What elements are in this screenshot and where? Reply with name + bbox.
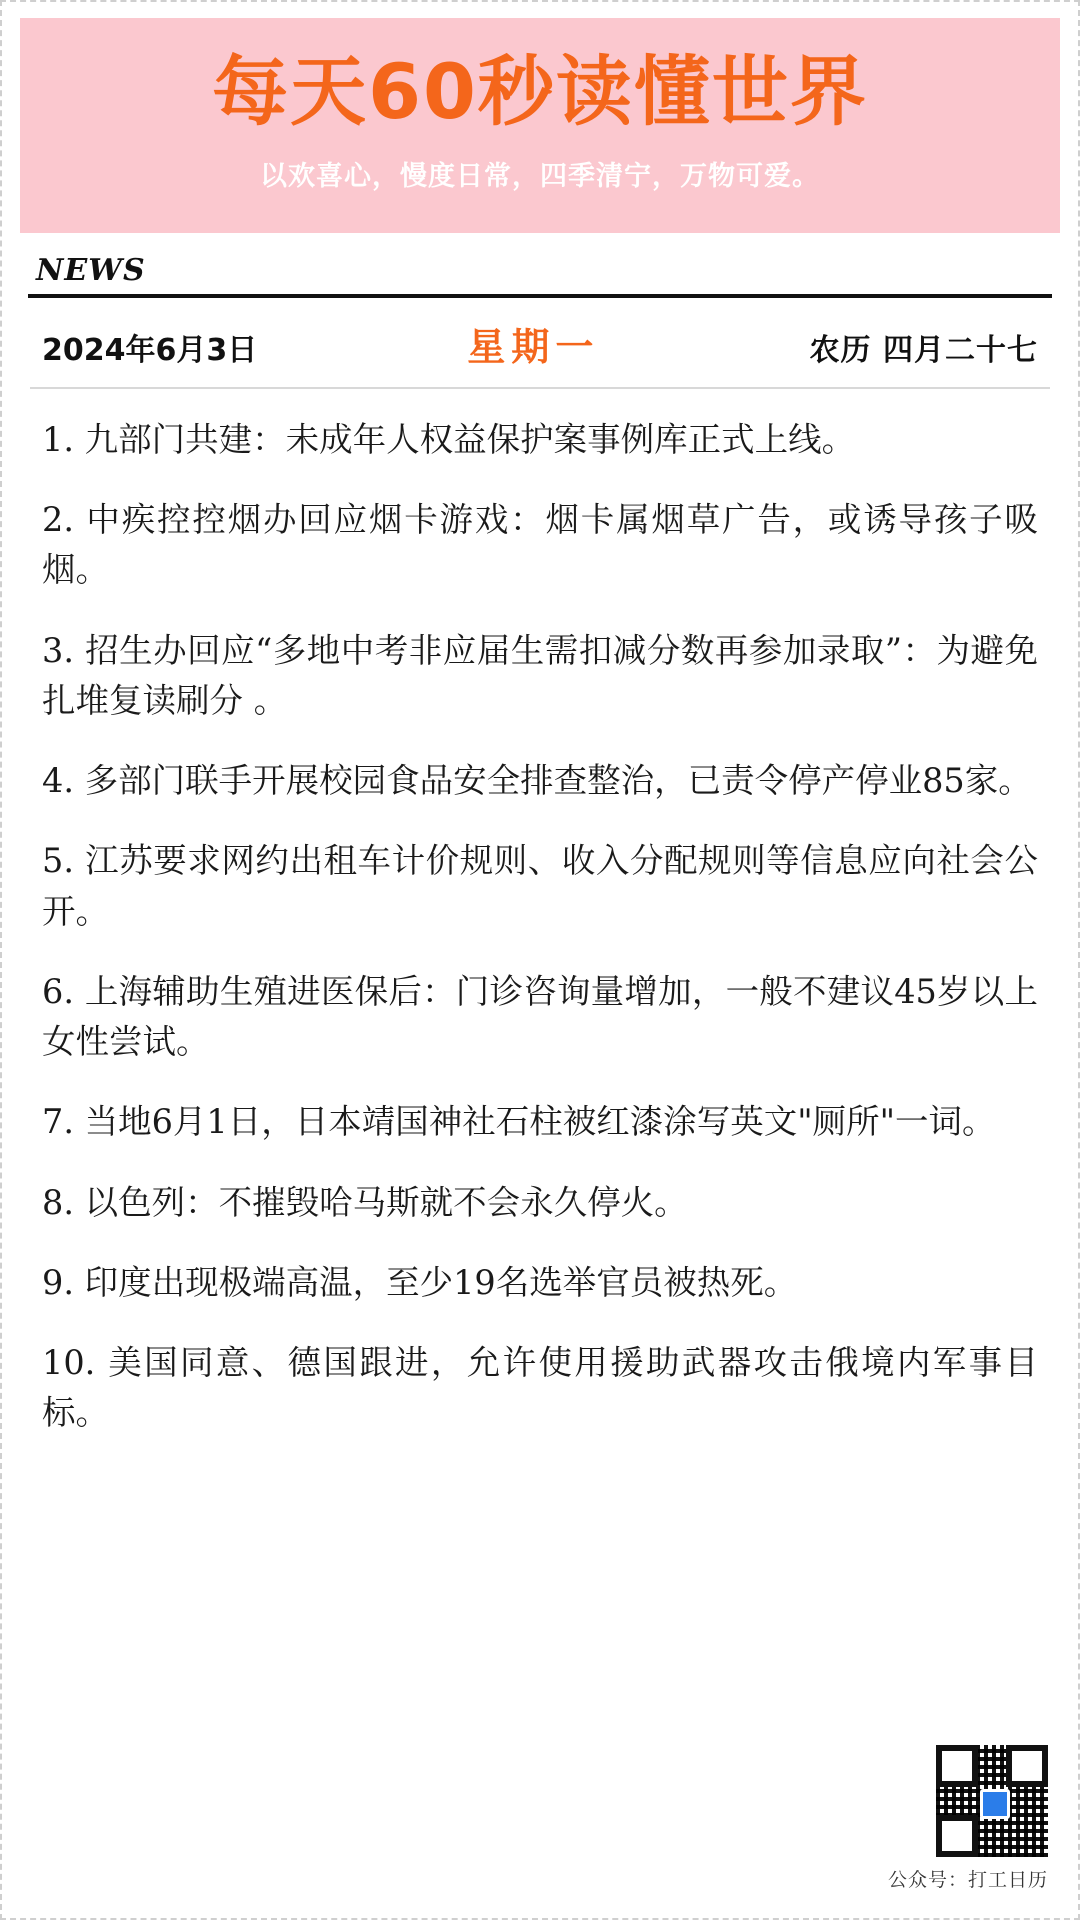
qr-finder-icon bbox=[936, 1815, 978, 1857]
qr-code-icon bbox=[936, 1745, 1048, 1857]
footer-caption: 公众号：打工日历 bbox=[887, 1869, 1048, 1891]
list-item: 2. 中疾控控烟办回应烟卡游戏：烟卡属烟草广告，或诱导孩子吸烟。 bbox=[42, 500, 1038, 590]
list-item: 5. 江苏要求网约出租车计价规则、收入分配规则等信息应向社会公开。 bbox=[42, 841, 1038, 931]
gregorian-date: 2024年6月3日 bbox=[42, 332, 258, 368]
list-item: 10. 美国同意、德国跟进，允许使用援助武器攻击俄境内军事目标。 bbox=[42, 1343, 1038, 1433]
footer bbox=[888, 1745, 1048, 1892]
weekday-label: 星期一 bbox=[467, 324, 600, 369]
list-item: 9. 印度出现极端高温，至少19名选举官员被热死。 bbox=[42, 1262, 798, 1302]
page-title: 每天60秒读懂世界 bbox=[212, 47, 868, 136]
page-subtitle: 以欢喜心，慢度日常，四季清宁，万物可爱。 bbox=[260, 160, 820, 192]
date-bar bbox=[20, 298, 1060, 387]
list-item: 4. 多部门联手开展校园食品安全排查整治，已责令停产停业85家。 bbox=[42, 761, 1032, 801]
section-label: NEWS bbox=[36, 252, 146, 288]
divider-thin bbox=[30, 387, 1050, 389]
header-banner bbox=[20, 18, 1060, 233]
news-list bbox=[20, 399, 1060, 1439]
list-item: 7. 当地6月1日，日本靖国神社石柱被红漆涂写英文"厕所"一词。 bbox=[42, 1102, 996, 1142]
list-item: 3. 招生办回应“多地中考非应届生需扣减分数再参加录取”：为避免扎堆复读刷分 。 bbox=[42, 630, 1038, 720]
list-item: 8. 以色列：不摧毁哈马斯就不会永久停火。 bbox=[42, 1182, 688, 1222]
qr-logo-icon bbox=[980, 1789, 1010, 1819]
lunar-date: 农历 四月二十七 bbox=[809, 332, 1038, 368]
list-item: 6. 上海辅助生殖进医保后：门诊咨询量增加，一般不建议45岁以上女性尝试。 bbox=[42, 971, 1038, 1062]
list-item: 1. 九部门共建：未成年人权益保护案事例库正式上线。 bbox=[42, 419, 856, 459]
